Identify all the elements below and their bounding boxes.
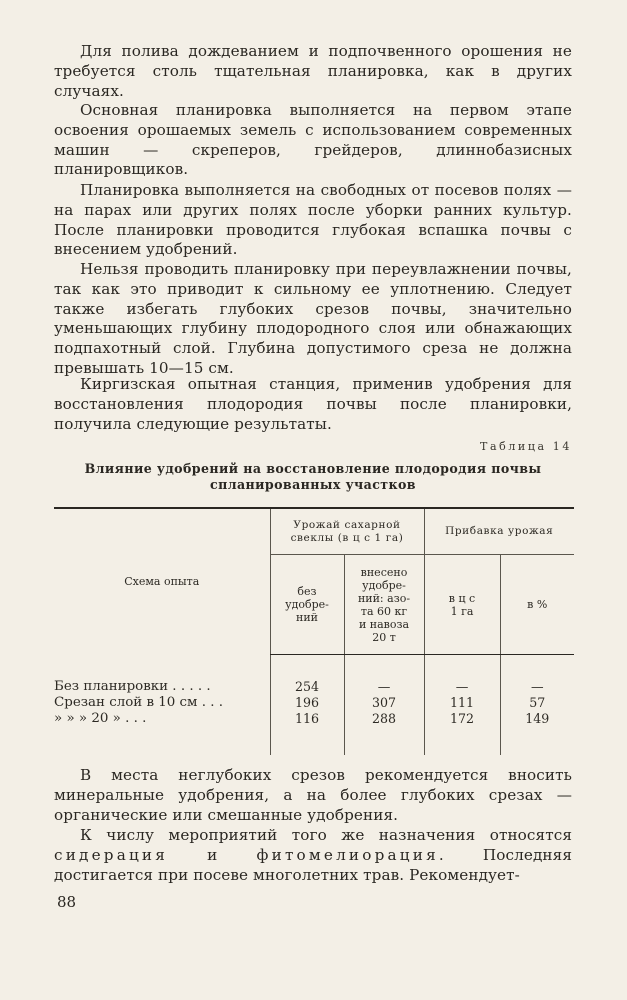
row-increase-percent: 57 <box>500 695 574 711</box>
paragraph-7 <box>54 826 572 885</box>
table-row <box>54 711 574 727</box>
header-with-fertilizer: внесено удобре- ний: азо- та 60 кг и навоза 20 т <box>344 555 424 655</box>
row-increase-absolute: 111 <box>424 695 500 711</box>
row-increase-percent: 149 <box>500 711 574 727</box>
row-scheme: Без планировки . . . . . <box>54 679 211 694</box>
row-no-fertilizer: 196 <box>270 695 344 711</box>
paragraph-6: В места неглубоких срезов рекомендуется вносить минеральные удобрения, а на более глубоких срезах — органические или смешанные удобрения. <box>54 766 572 824</box>
term-phytomelioration: фитомелиорация <box>256 845 439 864</box>
row-no-fertilizer: 116 <box>270 711 344 727</box>
header-schema: Схема опыта <box>54 508 270 655</box>
paragraph-3: Планировка выполняется на свободных от посевов полях — на парах или других полях после уборки ранних культур. После планировки проводится глубокая вспашка почвы с внесением удобрений. <box>54 181 572 259</box>
header-no-fertilizer: без удобре- ний <box>270 555 344 655</box>
table-row <box>54 695 574 711</box>
row-scheme: » » » 20 » . . . <box>54 711 147 726</box>
paragraph-7-and: и <box>168 845 257 864</box>
paragraph-2: Основная планировка выполняется на первом этапе освоения орошаемых земель с использованием современных машин — скреперов, грейдеров, длиннобазисных планировщиков. <box>54 101 572 179</box>
row-with-fertilizer: 288 <box>344 711 424 727</box>
paragraph-7-after: . Последняя достигается при посеве многолетних трав. Рекомендует- <box>54 845 572 884</box>
row-increase-absolute: 172 <box>424 711 500 727</box>
table-label: Таблица 14 <box>480 440 572 453</box>
row-no-fertilizer: 254 <box>270 679 344 695</box>
row-with-fertilizer: 307 <box>344 695 424 711</box>
term-sideration: сидерация <box>54 845 169 864</box>
table-title-line-2: спланированных участков <box>210 477 416 492</box>
page-number: 88 <box>57 893 77 911</box>
table-row <box>54 679 574 695</box>
header-increase-absolute: в ц с 1 га <box>424 555 500 655</box>
table-header-row-1 <box>54 508 574 555</box>
fertilizer-results-table <box>54 507 574 755</box>
table-bottom-pad <box>54 727 574 755</box>
paragraph-4: Нельзя проводить планировку при переувлажнении почвы, так как это приводит к сильному ее уплотнению. Следует также избегать глубоких срезов почвы, значительно уменьшающих глубину плодородного слоя или обнажающих подпахотный слой. Глубина допустимого среза не должна превышать 10—15 см. <box>54 260 572 377</box>
table-title-line-1: Влияние удобрений на восстановление плодородия почвы <box>84 461 542 476</box>
row-scheme: Срезан слой в 10 см . . . <box>54 695 224 710</box>
header-increase-percent: в % <box>500 555 574 655</box>
paragraph-7-before: К числу мероприятий того же назначения относятся <box>80 826 572 844</box>
row-increase-percent: — <box>500 679 574 695</box>
table-spacer-row <box>54 655 574 680</box>
row-increase-absolute: — <box>424 679 500 695</box>
paragraph-5: Киргизская опытная станция, применив удобрения для восстановления плодородия почвы после планировки, получила следующие результаты. <box>54 375 572 433</box>
paragraph-1: Для полива дождеванием и подпочвенного орошения не требуется столь тщательная планировка, как в других случаях. <box>54 42 572 100</box>
table-title <box>54 461 572 493</box>
header-yield-group: Урожай сахарной свеклы (в ц с 1 га) <box>270 508 424 555</box>
row-with-fertilizer: — <box>344 679 424 695</box>
header-increase-group: Прибавка урожая <box>424 508 574 555</box>
